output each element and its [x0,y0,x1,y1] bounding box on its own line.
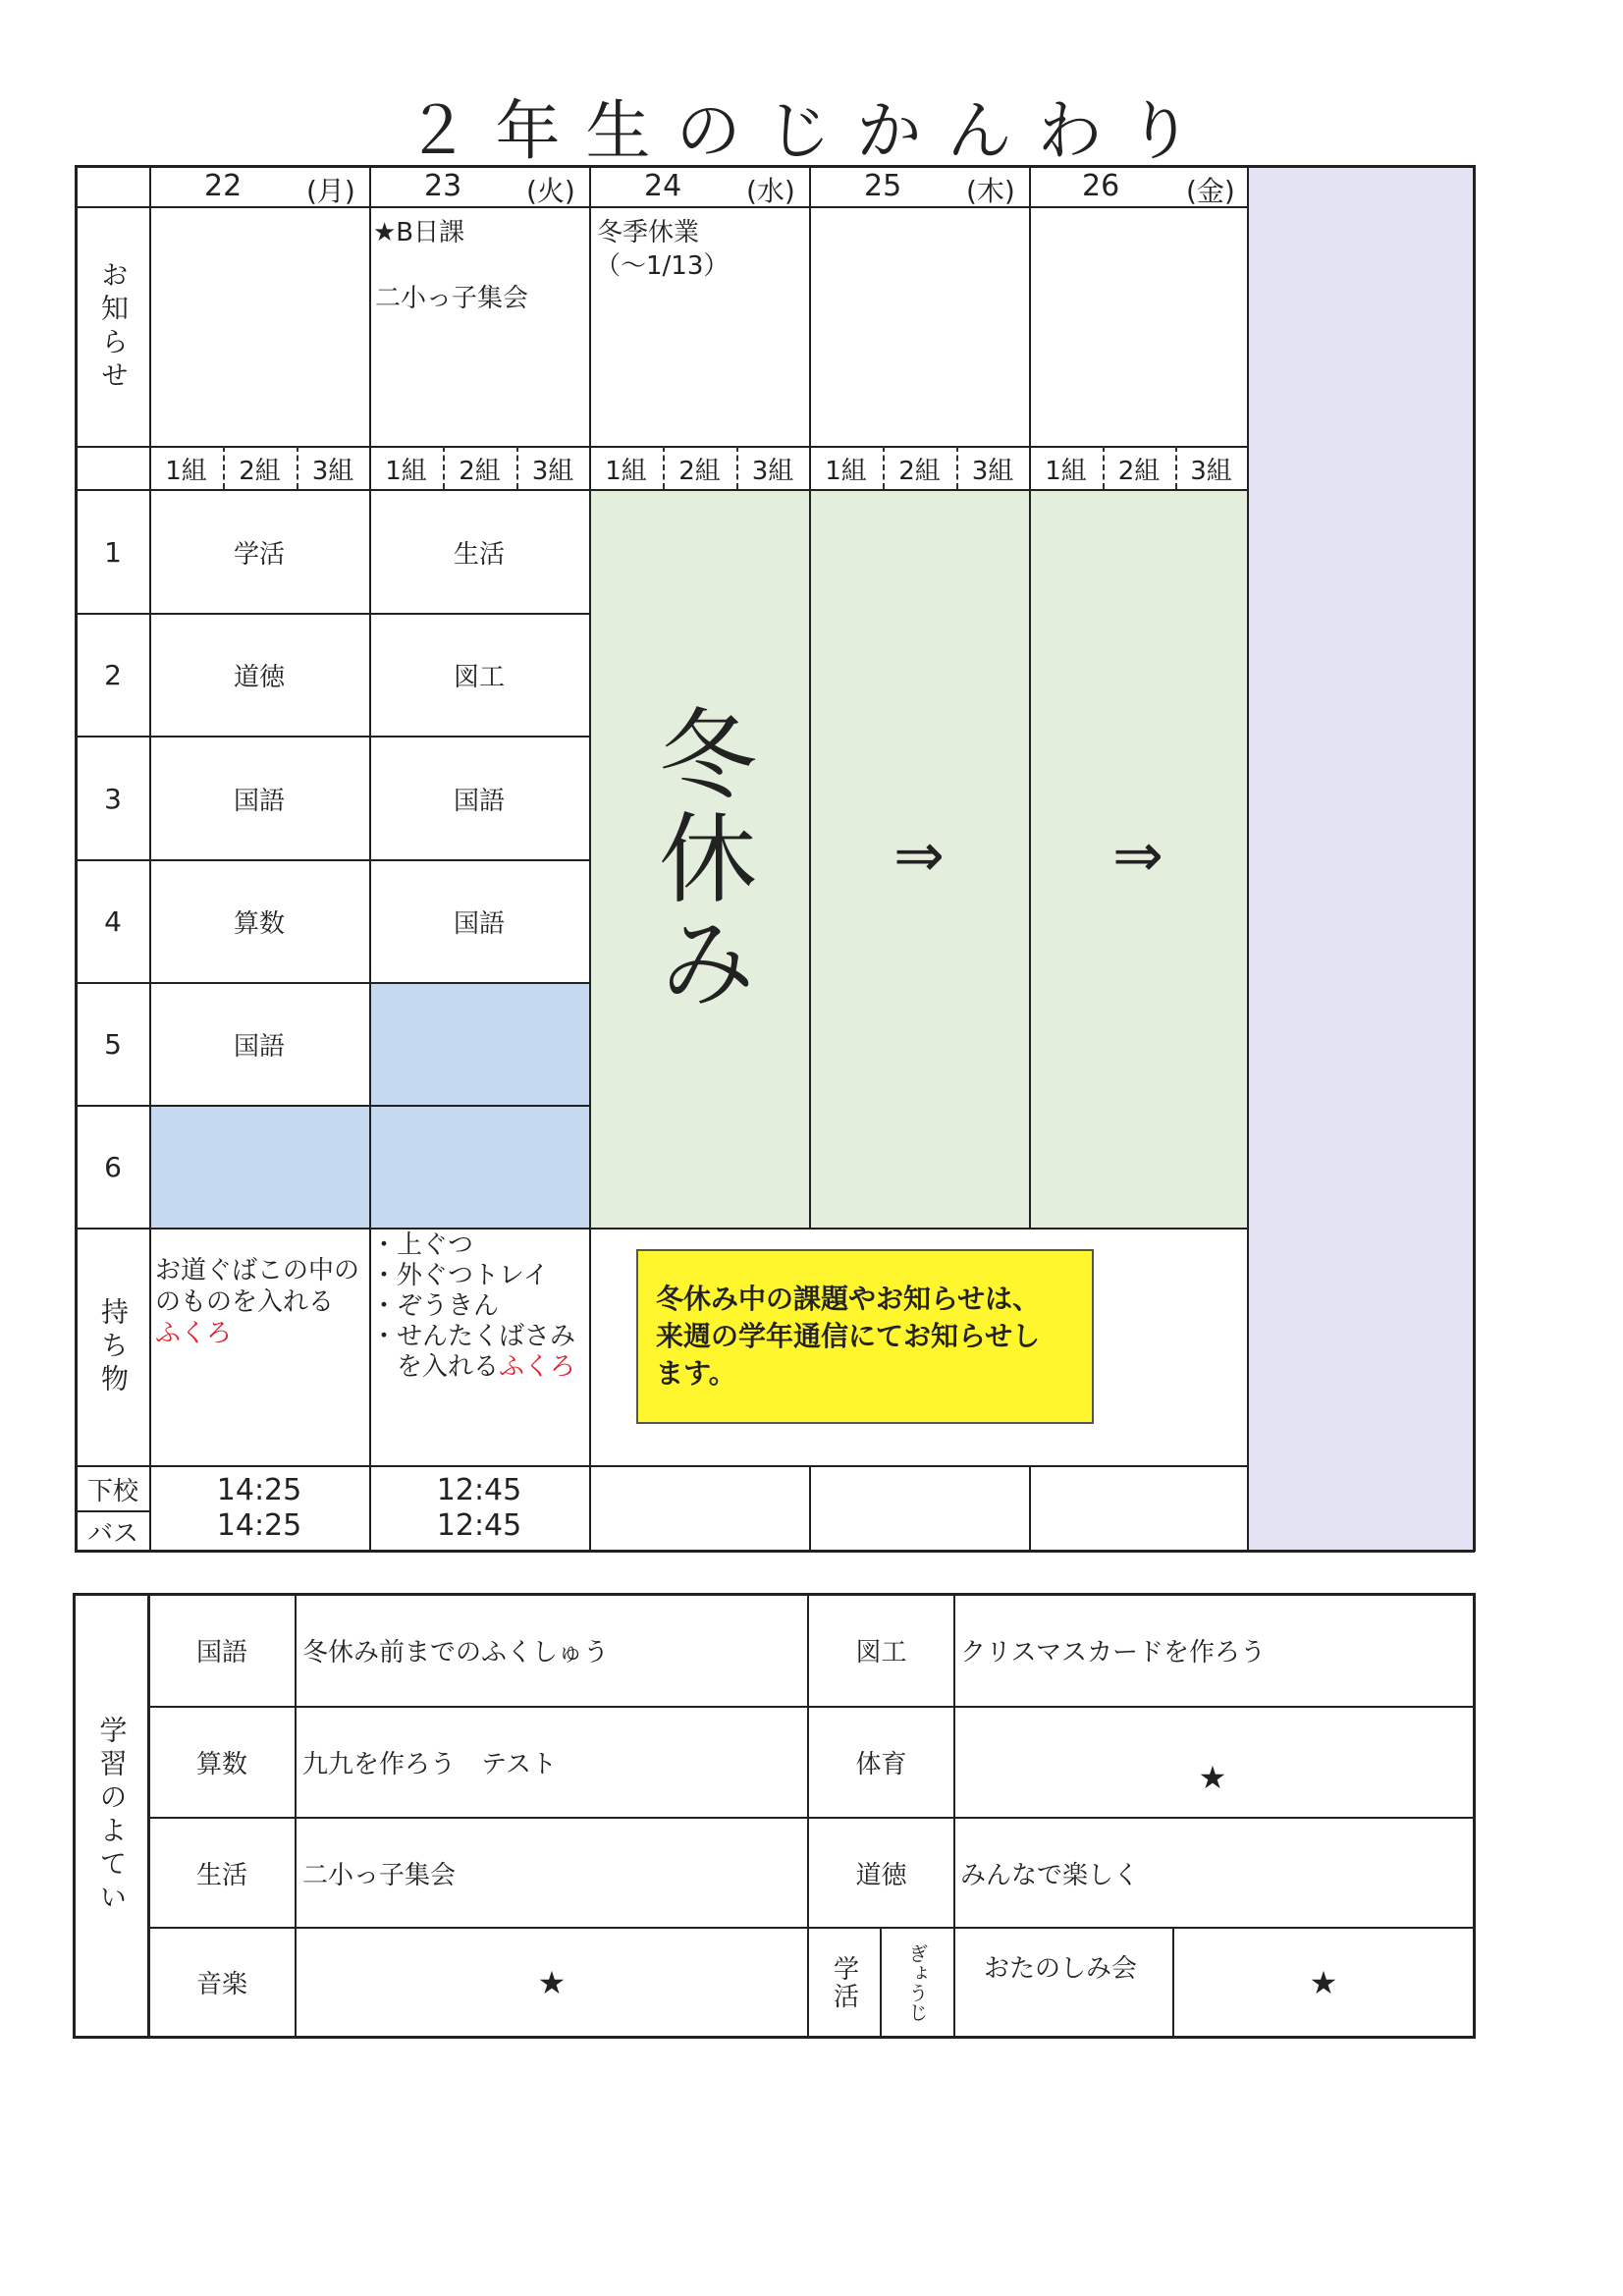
plan-seikatsu: 二小っ子集会 [302,1860,457,1890]
page-title: ２年生のじかんわり [405,93,1218,169]
date-label: 23 [424,169,462,203]
class-label: 3組 [311,456,354,486]
subject-cell: 道徳 [233,663,285,692]
class-label: 1組 [165,456,207,486]
period-number: 1 [104,535,122,569]
weekday-label: (木) [966,175,1015,207]
subject-cell: 図工 [453,663,505,692]
plan-taiiku-star: ★ [1198,1759,1227,1796]
notice-row-label: お知らせ [97,260,130,394]
class-label: 3組 [751,456,794,486]
date-label: 24 [644,169,682,203]
plan-gyouji: おたのしみ会 [984,1954,1138,1984]
winter-break-label: 冬休み [642,703,757,1015]
belongings-row-label: 持ち物 [97,1297,130,1397]
subject-label-gakkatsu: 学活 [829,1954,859,2010]
notice-b-schedule: ★B日課 [373,218,465,247]
subject-label-taiiku: 体育 [855,1750,907,1779]
continue-arrow: ⇒ [1112,818,1163,891]
plan-ongaku-star: ★ [537,1963,567,2001]
weekday-label: (火) [526,175,575,207]
weekday-label: (金) [1186,175,1235,207]
dismissal-label: 下校 [86,1476,138,1506]
subject-label-zuko: 図工 [855,1638,907,1667]
subject-cell: 生活 [453,539,505,570]
subject-label-dotoku: 道徳 [855,1860,907,1890]
continue-arrow: ⇒ [893,818,945,891]
subject-cell: 国語 [453,786,505,816]
period-number: 2 [104,659,122,691]
plan-zuko: クリスマスカードを作ろう [960,1638,1266,1667]
class-label: 1組 [605,456,647,486]
subject-label-seikatsu: 生活 [195,1860,247,1890]
notice-winter-break-period: （～1/13） [595,251,730,281]
weekday-label: (水) [746,175,795,207]
belongings-day22: お道ぐばこの中の のものを入れる ふくろ [155,1256,360,1348]
dismissal-time: 12:45 [436,1472,522,1507]
subject-label-sansu: 算数 [195,1750,247,1779]
period-number: 5 [104,1028,122,1061]
class-label: 2組 [459,456,501,486]
belongings-day23: ・上ぐつ ・外ぐつトレイ ・ぞうきん ・せんたくばさみ を入れるふくろ [371,1230,576,1382]
subject-cell: 国語 [233,1032,285,1062]
class-label: 1組 [385,456,427,486]
date-label: 22 [204,169,243,203]
class-label: 1組 [825,456,867,486]
subject-label-kokugo: 国語 [195,1638,247,1667]
class-label: 3組 [1190,456,1232,486]
bus-time: 12:45 [436,1507,522,1543]
subject-cell: 算数 [233,909,285,939]
subject-label-ongaku: 音楽 [195,1970,247,1999]
date-label: 25 [864,169,902,203]
subject-cell: 国語 [453,909,505,939]
plan-gyouji-star: ★ [1309,1963,1338,2001]
period-number: 4 [104,905,122,938]
date-label: 26 [1082,169,1120,203]
bus-time: 14:25 [216,1507,302,1543]
class-label: 2組 [678,456,721,486]
period-number: 3 [104,782,122,815]
period-number: 6 [104,1151,122,1183]
plan-kokugo: 冬休み前までのふくしゅう [302,1638,610,1667]
class-label: 2組 [239,456,281,486]
blank-period-23-6 [369,1105,589,1228]
notice-winter-break: 冬季休業 [597,218,700,247]
dismissal-time: 14:25 [216,1472,302,1507]
subject-cell: 国語 [233,786,285,816]
plan-dotoku: みんなで楽しく [960,1860,1140,1890]
learning-plan-label: 学習のよてい [95,1715,129,1916]
class-label: 3組 [531,456,574,486]
plan-sansu: 九九を作ろう テスト [302,1750,557,1779]
notice-assembly: 二小っ子集会 [375,284,529,313]
class-label: 3組 [971,456,1014,486]
class-label: 2組 [898,456,941,486]
blank-period-23-5 [369,982,589,1105]
class-label: 1組 [1045,456,1087,486]
class-label: 2組 [1117,456,1161,486]
bus-label: バス [86,1518,138,1549]
blank-period-22-6 [149,1105,369,1228]
subject-label-gyouji: ぎょうじ [905,1942,929,2022]
weekend-column [1247,165,1475,1552]
winter-notice-box: 冬休み中の課題やお知らせは、 来週の学年通信にてお知らせし ます。 [636,1249,1094,1424]
subject-cell: 学活 [233,539,285,570]
weekday-label: (月) [306,175,355,207]
